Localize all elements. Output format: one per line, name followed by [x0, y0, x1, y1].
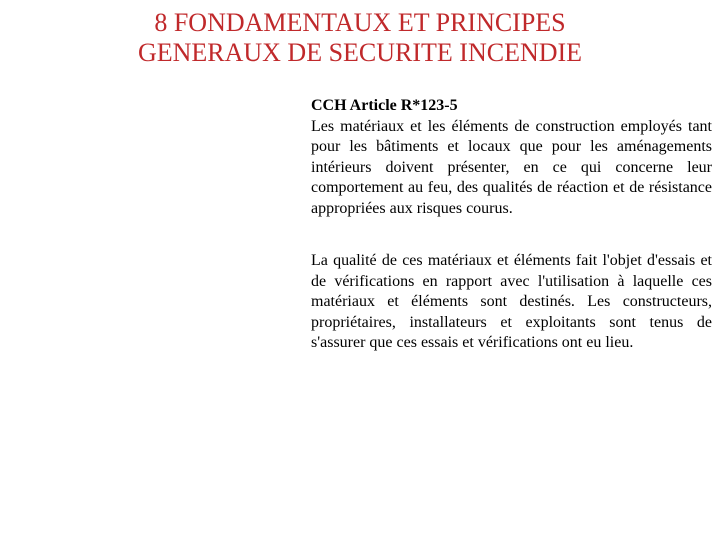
- slide-body: [311, 96, 712, 354]
- slide-title-line-1: 8 FONDAMENTAUX ET PRINCIPES: [154, 8, 566, 37]
- article-reference: CCH Article R*123-5: [311, 97, 458, 114]
- paragraph-reaction-resistance: Les matériaux et les éléments de construction employés tant pour les bâtiments et locaux que pour les aménagements intérieurs doivent présenter, en ce qui concerne leur comportement au feu, des qualités de réaction et de résistance appropriées aux risques courus.: [311, 117, 712, 217]
- paragraph-testing-verification: La qualité de ces matériaux et éléments fait l'objet d'essais et de vérifications en rapport avec l'utilisation à laquelle ces matériaux et éléments sont destinés. Les constructeurs, propriétaires, installateurs et exploitants sont tenus de s'assurer que ces essais et vérifications ont eu lieu.: [311, 252, 712, 351]
- slide-title-line-2: GENERAUX DE SECURITE INCENDIE: [137, 38, 583, 67]
- slide-title: [60, 8, 660, 68]
